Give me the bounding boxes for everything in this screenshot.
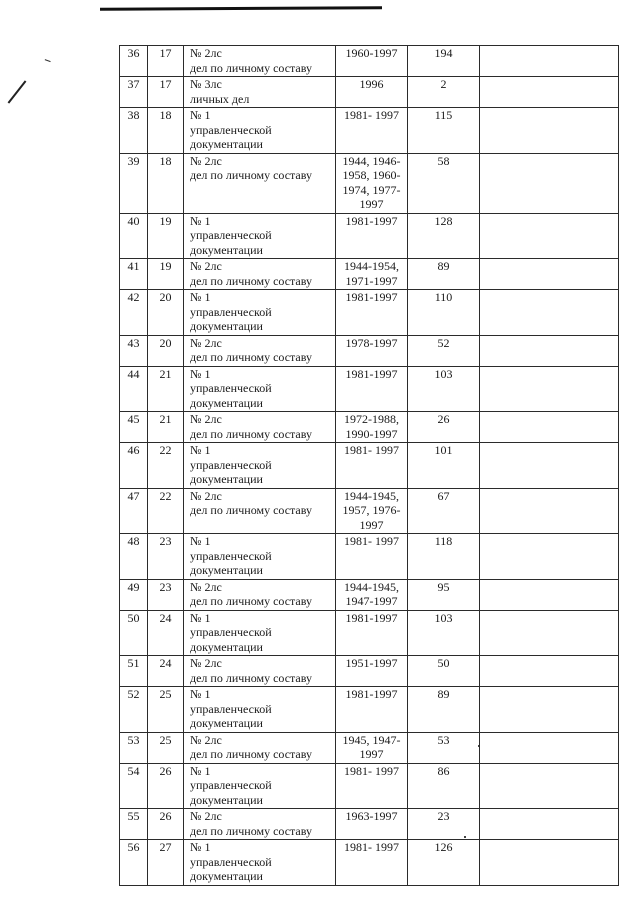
years-line: 1944-1945, <box>344 579 399 594</box>
file-count-cell: 86 <box>408 763 480 809</box>
fund-number-cell: 19 <box>148 213 184 259</box>
note-cell <box>480 443 619 489</box>
note-cell <box>480 534 619 580</box>
fund-number-cell: 21 <box>148 412 184 443</box>
inventory-line: № 2лс <box>190 488 222 503</box>
inventory-line: управленческой <box>190 457 272 472</box>
note-cell <box>480 763 619 809</box>
fund-number-cell: 20 <box>148 290 184 336</box>
row-number-cell: 52 <box>120 687 148 733</box>
table-row <box>120 488 619 534</box>
note-cell <box>480 46 619 77</box>
inventory-line: № 2лс <box>190 579 222 594</box>
years-line: 1944, 1946- <box>342 153 401 168</box>
inventory-line: № 1 <box>190 213 211 228</box>
years-cell <box>336 259 408 290</box>
row-number-cell: 42 <box>120 290 148 336</box>
fund-number-cell: 22 <box>148 488 184 534</box>
inventory-line: управленческой <box>190 122 272 137</box>
fund-number-cell: 26 <box>148 763 184 809</box>
table-row <box>120 579 619 610</box>
years-line: 1944-1954, <box>344 259 399 273</box>
table-row <box>120 656 619 687</box>
years-line: 1981-1997 <box>345 366 398 381</box>
table-row <box>120 108 619 154</box>
inventory-cell <box>184 412 336 443</box>
row-number-cell: 56 <box>120 840 148 886</box>
margin-slash-mark <box>8 80 27 103</box>
note-cell <box>480 290 619 336</box>
years-cell <box>336 335 408 366</box>
inventory-cell <box>184 335 336 366</box>
table-row <box>120 77 619 108</box>
inventory-line: дел по личному составу <box>190 503 312 517</box>
inventory-line: документации <box>190 716 263 730</box>
row-number-cell: 45 <box>120 412 148 443</box>
table-body <box>120 46 619 886</box>
years-cell <box>336 656 408 687</box>
inventory-cell <box>184 687 336 733</box>
table-row <box>120 259 619 290</box>
years-line: 1981-1997 <box>345 610 398 625</box>
inventory-line: управленческой <box>190 228 272 242</box>
inventory-line: № 2лс <box>190 46 222 60</box>
years-cell <box>336 488 408 534</box>
years-line: 1981- 1997 <box>344 840 399 854</box>
years-line: 1951-1997 <box>345 656 398 670</box>
file-count-cell: 23 <box>408 809 480 840</box>
table-row <box>120 412 619 443</box>
fund-number-cell: 17 <box>148 46 184 77</box>
file-count-cell: 26 <box>408 412 480 443</box>
years-line: 1978-1997 <box>345 335 398 350</box>
years-line: 1974, 1977- <box>342 182 401 197</box>
inventory-line: управленческой <box>190 381 272 395</box>
inventory-line: личных дел <box>190 91 250 106</box>
inventory-cell <box>184 488 336 534</box>
row-number-cell: 53 <box>120 732 148 763</box>
file-count-cell: 103 <box>408 610 480 656</box>
note-cell <box>480 488 619 534</box>
years-line: 1997 <box>359 197 384 211</box>
years-line: 1981- 1997 <box>344 108 399 122</box>
years-line: 1971-1997 <box>345 273 398 288</box>
table-row <box>120 153 619 213</box>
note-cell <box>480 687 619 733</box>
inventory-line: № 2лс <box>190 412 222 426</box>
row-number-cell: 50 <box>120 610 148 656</box>
fund-number-cell: 17 <box>148 77 184 108</box>
row-number-cell: 46 <box>120 443 148 489</box>
inventory-line: документации <box>190 319 263 333</box>
fund-number-cell: 27 <box>148 840 184 886</box>
note-cell <box>480 412 619 443</box>
table-row <box>120 46 619 77</box>
note-cell <box>480 77 619 108</box>
note-cell <box>480 108 619 154</box>
years-cell <box>336 108 408 154</box>
file-count-cell: 194 <box>408 46 480 77</box>
years-line: 1960-1997 <box>345 46 398 60</box>
years-line: 1996 <box>359 77 384 91</box>
years-cell <box>336 290 408 336</box>
inventory-line: документации <box>190 869 263 883</box>
years-line: 1981-1997 <box>345 290 398 304</box>
years-cell <box>336 732 408 763</box>
table-row <box>120 732 619 763</box>
inventory-line: управленческой <box>190 548 272 563</box>
years-line: 1997 <box>359 517 384 532</box>
inventory-line: документации <box>190 563 263 577</box>
years-cell <box>336 213 408 259</box>
inventory-line: документации <box>190 639 263 654</box>
inventory-cell <box>184 443 336 489</box>
fund-number-cell: 23 <box>148 534 184 580</box>
inventory-line: № 1 <box>190 290 211 304</box>
years-cell <box>336 610 408 656</box>
file-count-cell: 103 <box>408 366 480 412</box>
inventory-cell <box>184 77 336 108</box>
note-cell <box>480 213 619 259</box>
inventory-cell <box>184 763 336 809</box>
table-row <box>120 290 619 336</box>
margin-mark <box>43 59 50 66</box>
file-count-cell: 67 <box>408 488 480 534</box>
inventory-line: № 2лс <box>190 335 222 350</box>
inventory-line: документации <box>190 472 263 486</box>
file-count-cell: 50 <box>408 656 480 687</box>
file-count-cell: 128 <box>408 213 480 259</box>
inventory-line: дел по личному составу <box>190 823 312 838</box>
inventory-cell <box>184 213 336 259</box>
inventory-line: документации <box>190 242 263 257</box>
years-line: 1990-1997 <box>345 426 398 441</box>
row-number-cell: 49 <box>120 579 148 610</box>
fund-number-cell: 22 <box>148 443 184 489</box>
row-number-cell: 54 <box>120 763 148 809</box>
inventory-line: № 1 <box>190 763 211 778</box>
inventory-line: дел по личному составу <box>190 594 312 608</box>
inventory-cell <box>184 579 336 610</box>
row-number-cell: 38 <box>120 108 148 154</box>
years-line: 1957, 1976- <box>342 503 401 517</box>
inventory-cell <box>184 290 336 336</box>
inventory-line: № 2лс <box>190 656 222 670</box>
fund-number-cell: 25 <box>148 687 184 733</box>
table-row <box>120 335 619 366</box>
inventory-cell <box>184 610 336 656</box>
row-number-cell: 37 <box>120 77 148 108</box>
years-line: 1981- 1997 <box>344 534 399 548</box>
fund-number-cell: 25 <box>148 732 184 763</box>
years-cell <box>336 46 408 77</box>
years-cell <box>336 77 408 108</box>
inventory-line: № 1 <box>190 108 211 122</box>
inventory-cell <box>184 108 336 154</box>
inventory-cell <box>184 46 336 77</box>
table-row <box>120 443 619 489</box>
inventory-line: № 2лс <box>190 732 222 747</box>
row-number-cell: 36 <box>120 46 148 77</box>
file-count-cell: 110 <box>408 290 480 336</box>
fund-number-cell: 21 <box>148 366 184 412</box>
note-cell <box>480 732 619 763</box>
row-number-cell: 48 <box>120 534 148 580</box>
years-line: 1963-1997 <box>345 809 398 823</box>
years-cell <box>336 687 408 733</box>
file-count-cell: 2 <box>408 77 480 108</box>
years-cell <box>336 579 408 610</box>
years-line: 1981-1997 <box>345 213 398 228</box>
years-cell <box>336 153 408 213</box>
inventory-line: дел по личному составу <box>190 273 312 288</box>
years-cell <box>336 840 408 886</box>
note-cell <box>480 656 619 687</box>
fund-number-cell: 23 <box>148 579 184 610</box>
table-row <box>120 610 619 656</box>
years-line: 1981- 1997 <box>344 763 399 778</box>
file-count-cell: 58 <box>408 153 480 213</box>
years-line: 1947-1997 <box>345 594 398 608</box>
archive-inventory-table <box>119 45 619 886</box>
inventory-line: документации <box>190 395 263 410</box>
fund-number-cell: 20 <box>148 335 184 366</box>
years-line: 1945, 1947- <box>342 732 401 747</box>
row-number-cell: 39 <box>120 153 148 213</box>
row-number-cell: 43 <box>120 335 148 366</box>
row-number-cell: 55 <box>120 809 148 840</box>
inventory-cell <box>184 840 336 886</box>
inventory-cell <box>184 656 336 687</box>
note-cell <box>480 579 619 610</box>
file-count-cell: 89 <box>408 259 480 290</box>
fund-number-cell: 18 <box>148 153 184 213</box>
inventory-line: дел по личному составу <box>190 168 312 182</box>
inventory-line: № 2лс <box>190 809 222 823</box>
file-count-cell: 53 <box>408 732 480 763</box>
inventory-line: управленческой <box>190 778 272 792</box>
table-row <box>120 687 619 733</box>
file-count-cell: 101 <box>408 443 480 489</box>
inventory-line: дел по личному составу <box>190 350 312 364</box>
file-count-cell: 89 <box>408 687 480 733</box>
inventory-cell <box>184 366 336 412</box>
inventory-line: № 2лс <box>190 259 222 273</box>
table-row <box>120 840 619 886</box>
file-count-cell: 126 <box>408 840 480 886</box>
inventory-line: управленческой <box>190 625 272 639</box>
inventory-line: дел по личному составу <box>190 747 312 761</box>
note-cell <box>480 335 619 366</box>
fund-number-cell: 26 <box>148 809 184 840</box>
inventory-line: № 1 <box>190 366 211 381</box>
file-count-cell: 118 <box>408 534 480 580</box>
note-cell <box>480 610 619 656</box>
fund-number-cell: 18 <box>148 108 184 154</box>
inventory-cell <box>184 809 336 840</box>
note-cell <box>480 259 619 290</box>
note-cell <box>480 840 619 886</box>
years-line: 1981-1997 <box>345 687 398 701</box>
table-row <box>120 534 619 580</box>
inventory-line: дел по личному составу <box>190 60 312 75</box>
inventory-line: управленческой <box>190 701 272 716</box>
inventory-line: № 1 <box>190 840 211 854</box>
inventory-cell <box>184 534 336 580</box>
table-row <box>120 809 619 840</box>
years-cell <box>336 412 408 443</box>
inventory-line: управленческой <box>190 854 272 869</box>
row-number-cell: 41 <box>120 259 148 290</box>
years-line: 1981- 1997 <box>344 443 399 457</box>
row-number-cell: 51 <box>120 656 148 687</box>
inventory-cell <box>184 732 336 763</box>
years-line: 1972-1988, <box>344 412 399 426</box>
years-cell <box>336 366 408 412</box>
inventory-line: № 2лс <box>190 153 222 168</box>
table-row <box>120 213 619 259</box>
file-count-cell: 95 <box>408 579 480 610</box>
row-number-cell: 44 <box>120 366 148 412</box>
years-cell <box>336 534 408 580</box>
fund-number-cell: 24 <box>148 610 184 656</box>
fund-number-cell: 24 <box>148 656 184 687</box>
inventory-line: документации <box>190 792 263 807</box>
note-cell <box>480 153 619 213</box>
inventory-line: № 1 <box>190 687 211 701</box>
note-cell <box>480 809 619 840</box>
years-cell <box>336 763 408 809</box>
row-number-cell: 47 <box>120 488 148 534</box>
inventory-cell <box>184 153 336 213</box>
top-rule <box>100 6 382 10</box>
years-line: 1944-1945, <box>344 488 399 503</box>
row-number-cell: 40 <box>120 213 148 259</box>
table-row <box>120 763 619 809</box>
inventory-cell <box>184 259 336 290</box>
inventory-line: № 1 <box>190 534 211 548</box>
inventory-line: № 1 <box>190 443 211 457</box>
years-cell <box>336 809 408 840</box>
inventory-line: № 1 <box>190 610 211 625</box>
years-line: 1958, 1960- <box>342 168 401 182</box>
inventory-line: № 3лс <box>190 77 222 91</box>
inventory-line: документации <box>190 137 263 151</box>
inventory-line: управленческой <box>190 304 272 319</box>
inventory-line: дел по личному составу <box>190 670 312 685</box>
note-cell <box>480 366 619 412</box>
file-count-cell: 52 <box>408 335 480 366</box>
fund-number-cell: 19 <box>148 259 184 290</box>
file-count-cell: 115 <box>408 108 480 154</box>
years-cell <box>336 443 408 489</box>
table-row <box>120 366 619 412</box>
inventory-line: дел по личному составу <box>190 426 312 441</box>
years-line: 1997 <box>359 747 384 761</box>
